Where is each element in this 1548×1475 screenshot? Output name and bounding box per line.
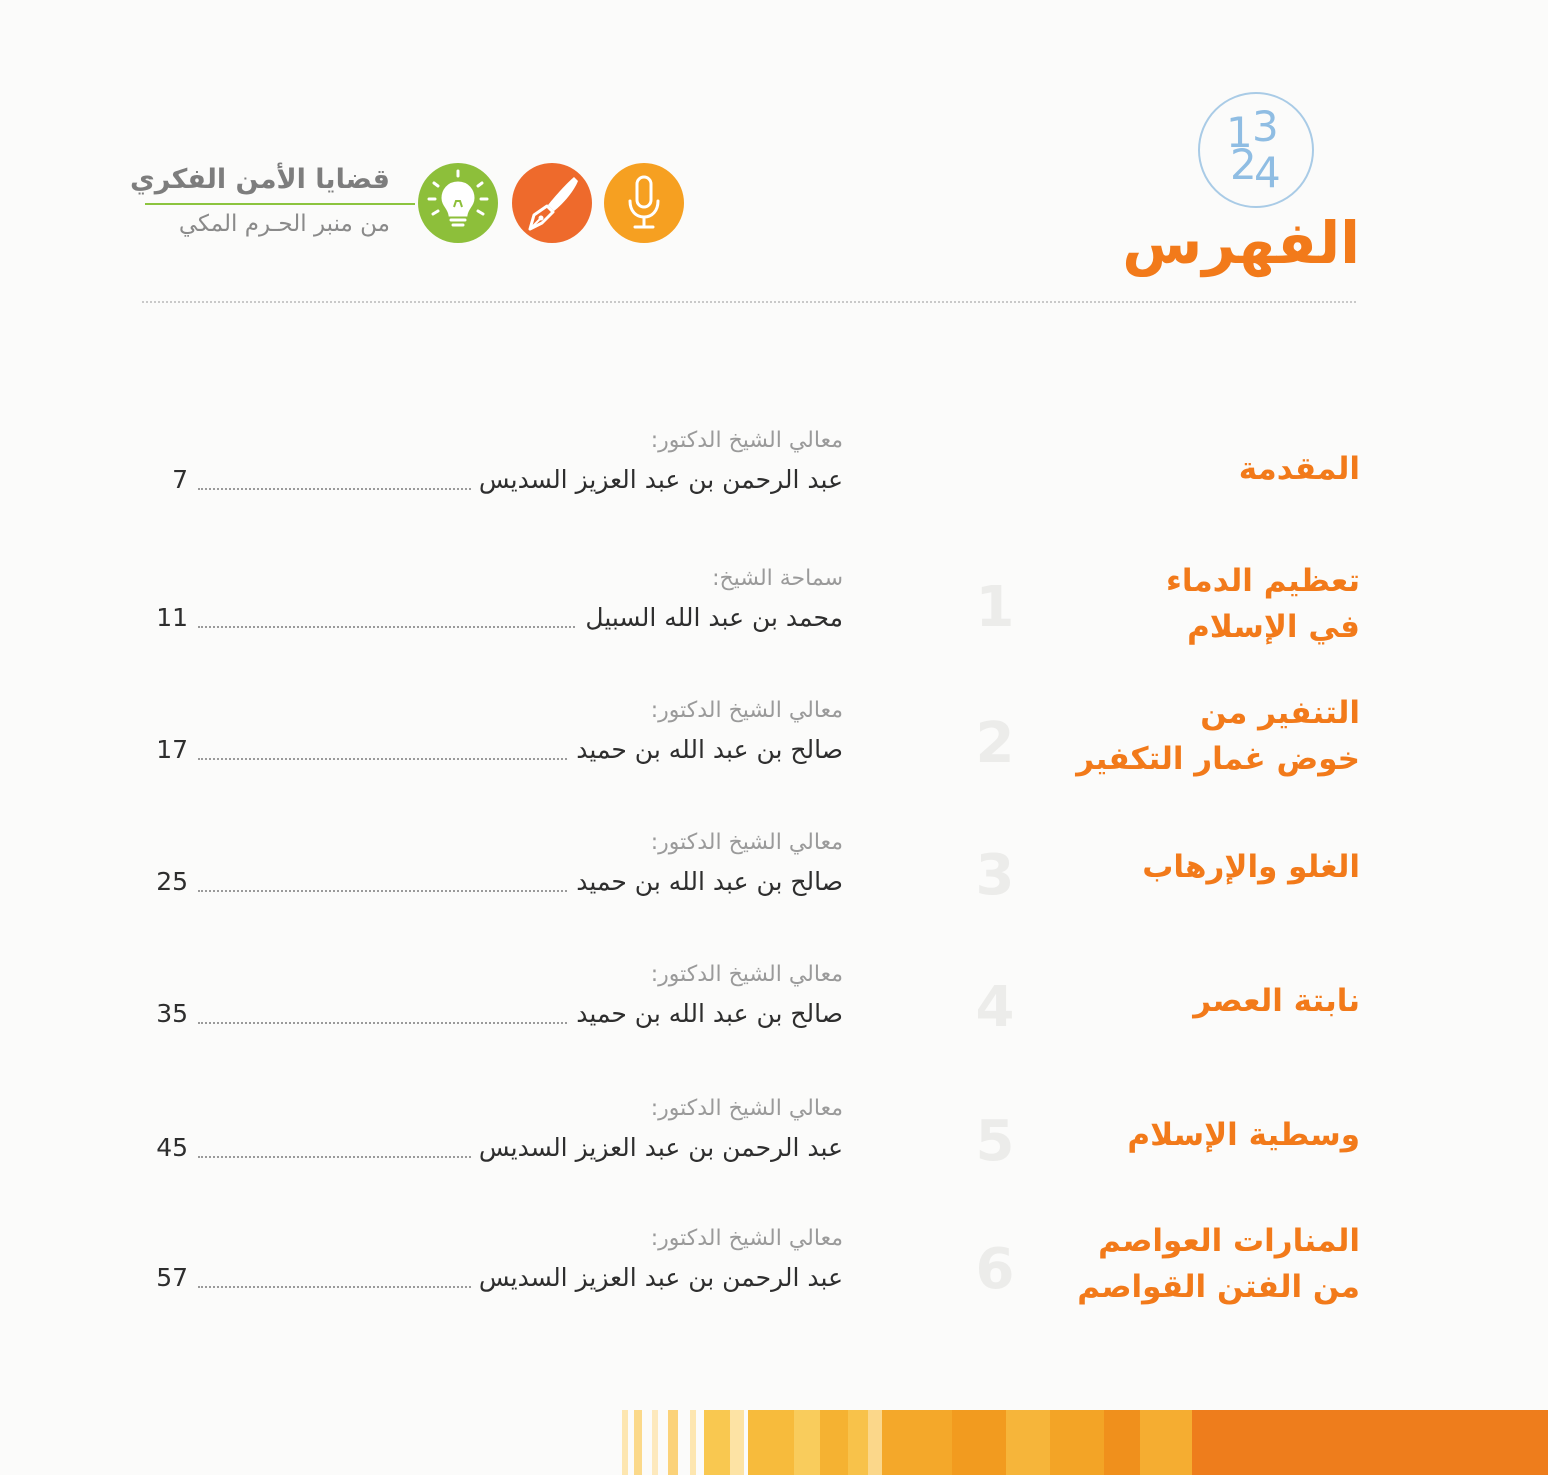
- page-number: 45: [156, 1133, 188, 1162]
- series-title: قضايا الأمن الفكري: [130, 164, 390, 195]
- entry-title: [1060, 844, 1360, 890]
- entry-title-line: التنفير من: [1200, 695, 1360, 731]
- entry-title-line: في الإسلام: [1187, 609, 1360, 645]
- page-number: 57: [156, 1263, 188, 1292]
- entry-title-line: وسطية الإسلام: [1127, 1117, 1360, 1153]
- watermark-digit: 1: [975, 575, 1015, 640]
- entry-title-line: المنارات العواصم: [1098, 1223, 1360, 1259]
- series-divider: [145, 203, 415, 205]
- author-name: صالح بن عبد الله بن حميد: [568, 864, 843, 900]
- watermark-digit: 5: [975, 1109, 1015, 1174]
- watermark-digit: 3: [975, 843, 1015, 908]
- badge-digit: 3: [1252, 102, 1279, 151]
- microphone-icon: [604, 163, 684, 243]
- badge-digit: 2: [1230, 140, 1257, 189]
- author-honorific: معالي الشيخ الدكتور:: [650, 698, 843, 723]
- watermark-digit: 6: [975, 1237, 1015, 1302]
- author-name: صالح بن عبد الله بن حميد: [568, 732, 843, 768]
- author-honorific: معالي الشيخ الدكتور:: [650, 1226, 843, 1251]
- entry-title: [1060, 690, 1360, 782]
- entry-title-line: من الفتن القواصم: [1077, 1269, 1360, 1305]
- entry-title: [1060, 446, 1360, 492]
- author-honorific: معالي الشيخ الدكتور:: [650, 830, 843, 855]
- entry-title: [1060, 1218, 1360, 1310]
- page-title: الفهرس: [1122, 209, 1360, 277]
- badge-digit: 1: [1226, 108, 1253, 157]
- watermark-digit: 2: [975, 711, 1015, 776]
- numbers-badge-icon: [1198, 92, 1314, 208]
- author-honorific: معالي الشيخ الدكتور:: [650, 428, 843, 453]
- entry-title: [1060, 558, 1360, 650]
- entry-title-line: خوض غمار التكفير: [1076, 741, 1360, 777]
- entry-title-line: الغلو والإرهاب: [1142, 849, 1360, 885]
- author-name: صالح بن عبد الله بن حميد: [568, 996, 843, 1032]
- badge-digit: 4: [1254, 148, 1281, 197]
- author-name: عبد الرحمن بن عبد العزيز السديس: [471, 1130, 843, 1166]
- author-name: عبد الرحمن بن عبد العزيز السديس: [471, 462, 843, 498]
- series-subtitle: من منبر الحـرم المكي: [178, 211, 390, 237]
- author-honorific: معالي الشيخ الدكتور:: [650, 1096, 843, 1121]
- header-divider: [142, 301, 1356, 303]
- entry-title-line: نابتة العصر: [1193, 983, 1360, 1019]
- pen-nib-icon: [512, 163, 592, 243]
- page-number: 35: [156, 999, 188, 1028]
- author-name: عبد الرحمن بن عبد العزيز السديس: [471, 1260, 843, 1296]
- entry-title-line: تعظيم الدماء: [1166, 563, 1360, 599]
- author-honorific: سماحة الشيخ:: [712, 566, 843, 591]
- author-honorific: معالي الشيخ الدكتور:: [650, 962, 843, 987]
- decorative-stripes: [0, 1410, 1548, 1475]
- page-number: 7: [172, 465, 188, 494]
- watermark-digit: 4: [975, 975, 1015, 1040]
- entry-title-line: المقدمة: [1238, 451, 1360, 487]
- lightbulb-icon: [418, 163, 498, 243]
- page-number: 17: [156, 735, 188, 764]
- page-number: 11: [156, 603, 188, 632]
- author-name: محمد بن عبد الله السبيل: [577, 600, 843, 636]
- entry-title: [1060, 978, 1360, 1024]
- entry-title: [1060, 1112, 1360, 1158]
- page-number: 25: [156, 867, 188, 896]
